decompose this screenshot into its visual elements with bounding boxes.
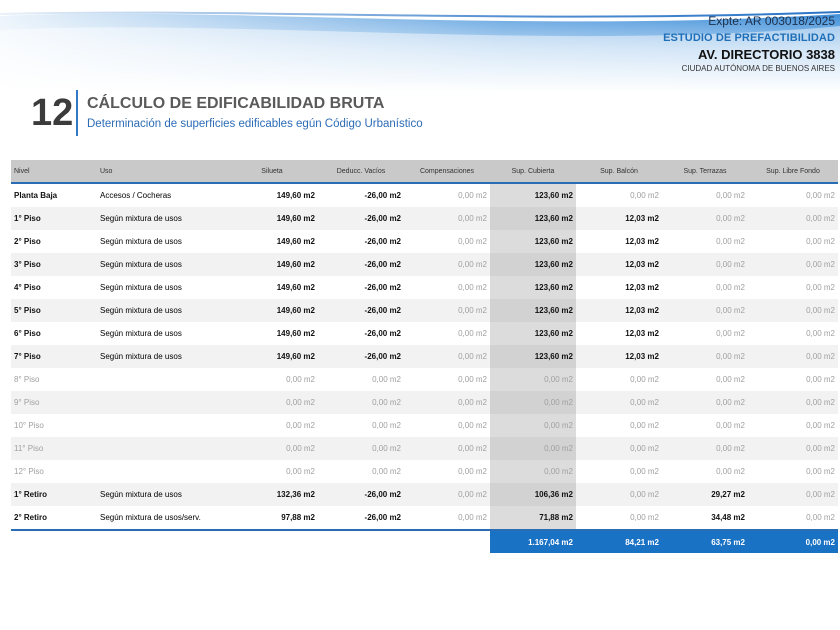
column-header: Sup. Terrazas (662, 160, 748, 183)
cell-compensaciones: 0,00 m2 (404, 506, 490, 530)
cell-sup-libre-fondo: 0,00 m2 (748, 437, 838, 460)
table-row (11, 276, 838, 299)
table-row (11, 391, 838, 414)
cell-sup-balcon: 12,03 m2 (576, 345, 662, 368)
total-sup-balcon: 84,21 m2 (576, 530, 662, 553)
study-type-label: ESTUDIO DE PREFACTIBILIDAD (663, 32, 835, 44)
cell-deducc-vacios: -26,00 m2 (318, 322, 404, 345)
cell-uso: Según mixtura de usos (97, 299, 226, 322)
cell-deducc-vacios: -26,00 m2 (318, 483, 404, 506)
cell-sup-libre-fondo: 0,00 m2 (748, 299, 838, 322)
cell-sup-libre-fondo: 0,00 m2 (748, 506, 838, 530)
cell-sup-cubierta: 123,60 m2 (490, 276, 576, 299)
table-row (11, 183, 838, 207)
cell-compensaciones: 0,00 m2 (404, 183, 490, 207)
cell-compensaciones: 0,00 m2 (404, 299, 490, 322)
cell-silueta: 97,88 m2 (226, 506, 318, 530)
cell-uso: Según mixtura de usos (97, 322, 226, 345)
cell-sup-libre-fondo: 0,00 m2 (748, 460, 838, 483)
cell-sup-terrazas: 0,00 m2 (662, 299, 748, 322)
cell-silueta: 0,00 m2 (226, 460, 318, 483)
cell-sup-balcon: 0,00 m2 (576, 368, 662, 391)
cell-sup-cubierta: 123,60 m2 (490, 230, 576, 253)
total-sup-terrazas: 63,75 m2 (662, 530, 748, 553)
cell-deducc-vacios: 0,00 m2 (318, 437, 404, 460)
cell-nivel: 5° Piso (11, 299, 97, 322)
cell-sup-balcon: 0,00 m2 (576, 460, 662, 483)
cell-uso: Según mixtura de usos (97, 207, 226, 230)
section-divider (76, 90, 78, 136)
totals-spacer (11, 530, 97, 553)
cell-sup-terrazas: 0,00 m2 (662, 414, 748, 437)
cell-nivel: 6° Piso (11, 322, 97, 345)
cell-sup-cubierta: 0,00 m2 (490, 437, 576, 460)
cell-compensaciones: 0,00 m2 (404, 368, 490, 391)
table-row (11, 230, 838, 253)
cell-sup-libre-fondo: 0,00 m2 (748, 207, 838, 230)
cell-deducc-vacios: -26,00 m2 (318, 230, 404, 253)
cell-sup-terrazas: 29,27 m2 (662, 483, 748, 506)
cell-sup-balcon: 12,03 m2 (576, 230, 662, 253)
section-title: CÁLCULO DE EDIFICABILIDAD BRUTA (87, 95, 385, 112)
cell-sup-cubierta: 0,00 m2 (490, 391, 576, 414)
cell-uso (97, 460, 226, 483)
cell-sup-cubierta: 123,60 m2 (490, 322, 576, 345)
cell-compensaciones: 0,00 m2 (404, 230, 490, 253)
cell-silueta: 149,60 m2 (226, 345, 318, 368)
cell-compensaciones: 0,00 m2 (404, 391, 490, 414)
cell-sup-cubierta: 0,00 m2 (490, 414, 576, 437)
column-header: Sup. Balcón (576, 160, 662, 183)
column-header: Nivel (11, 160, 97, 183)
cell-nivel: 1° Retiro (11, 483, 97, 506)
column-header: Uso (97, 160, 226, 183)
cell-deducc-vacios: -26,00 m2 (318, 276, 404, 299)
table-row (11, 345, 838, 368)
cell-sup-terrazas: 0,00 m2 (662, 460, 748, 483)
cell-deducc-vacios: -26,00 m2 (318, 207, 404, 230)
cell-sup-terrazas: 0,00 m2 (662, 391, 748, 414)
section-number: 12 (31, 92, 74, 134)
column-header: Silueta (226, 160, 318, 183)
table-header-row (11, 160, 838, 183)
edificabilidad-table (11, 160, 838, 553)
cell-sup-libre-fondo: 0,00 m2 (748, 391, 838, 414)
cell-nivel: 11° Piso (11, 437, 97, 460)
cell-silueta: 149,60 m2 (226, 276, 318, 299)
table-row (11, 207, 838, 230)
table-row (11, 437, 838, 460)
totals-spacer (404, 530, 490, 553)
cell-sup-balcon: 0,00 m2 (576, 391, 662, 414)
cell-deducc-vacios: 0,00 m2 (318, 391, 404, 414)
column-header: Sup. Cubierta (490, 160, 576, 183)
cell-uso (97, 391, 226, 414)
cell-silueta: 0,00 m2 (226, 414, 318, 437)
cell-compensaciones: 0,00 m2 (404, 207, 490, 230)
cell-sup-terrazas: 0,00 m2 (662, 345, 748, 368)
cell-silueta: 149,60 m2 (226, 183, 318, 207)
cell-compensaciones: 0,00 m2 (404, 483, 490, 506)
table-row (11, 368, 838, 391)
table-body (11, 183, 838, 553)
cell-deducc-vacios: -26,00 m2 (318, 506, 404, 530)
cell-nivel: 2° Retiro (11, 506, 97, 530)
cell-sup-cubierta: 123,60 m2 (490, 253, 576, 276)
cell-sup-terrazas: 0,00 m2 (662, 253, 748, 276)
cell-deducc-vacios: 0,00 m2 (318, 414, 404, 437)
cell-sup-cubierta: 123,60 m2 (490, 207, 576, 230)
cell-nivel: 1° Piso (11, 207, 97, 230)
column-header: Deducc. Vacíos (318, 160, 404, 183)
cell-sup-libre-fondo: 0,00 m2 (748, 483, 838, 506)
cell-nivel: 9° Piso (11, 391, 97, 414)
cell-uso (97, 414, 226, 437)
cell-sup-libre-fondo: 0,00 m2 (748, 322, 838, 345)
cell-silueta: 149,60 m2 (226, 299, 318, 322)
cell-sup-terrazas: 0,00 m2 (662, 437, 748, 460)
cell-deducc-vacios: 0,00 m2 (318, 368, 404, 391)
cell-sup-cubierta: 123,60 m2 (490, 299, 576, 322)
cell-uso (97, 368, 226, 391)
cell-sup-cubierta: 106,36 m2 (490, 483, 576, 506)
cell-sup-balcon: 12,03 m2 (576, 207, 662, 230)
cell-sup-terrazas: 0,00 m2 (662, 183, 748, 207)
cell-silueta: 0,00 m2 (226, 391, 318, 414)
cell-sup-libre-fondo: 0,00 m2 (748, 345, 838, 368)
cell-sup-cubierta: 123,60 m2 (490, 345, 576, 368)
cell-sup-balcon: 0,00 m2 (576, 183, 662, 207)
cell-uso: Según mixtura de usos (97, 230, 226, 253)
cell-compensaciones: 0,00 m2 (404, 460, 490, 483)
table-row (11, 506, 838, 530)
table-row (11, 460, 838, 483)
cell-sup-balcon: 12,03 m2 (576, 276, 662, 299)
cell-nivel: Planta Baja (11, 183, 97, 207)
cell-nivel: 4° Piso (11, 276, 97, 299)
cell-sup-cubierta: 0,00 m2 (490, 460, 576, 483)
table-row (11, 253, 838, 276)
cell-sup-libre-fondo: 0,00 m2 (748, 414, 838, 437)
cell-silueta: 132,36 m2 (226, 483, 318, 506)
cell-compensaciones: 0,00 m2 (404, 322, 490, 345)
cell-silueta: 149,60 m2 (226, 322, 318, 345)
cell-sup-balcon: 12,03 m2 (576, 253, 662, 276)
table-row (11, 483, 838, 506)
cell-sup-terrazas: 0,00 m2 (662, 230, 748, 253)
cell-compensaciones: 0,00 m2 (404, 437, 490, 460)
cell-sup-terrazas: 0,00 m2 (662, 207, 748, 230)
expediente-number: Expte: AR 003018/2025 (708, 14, 835, 28)
cell-compensaciones: 0,00 m2 (404, 253, 490, 276)
cell-compensaciones: 0,00 m2 (404, 345, 490, 368)
cell-sup-cubierta: 123,60 m2 (490, 183, 576, 207)
cell-deducc-vacios: -26,00 m2 (318, 345, 404, 368)
cell-silueta: 0,00 m2 (226, 368, 318, 391)
table-row (11, 322, 838, 345)
column-header: Sup. Libre Fondo (748, 160, 838, 183)
cell-sup-libre-fondo: 0,00 m2 (748, 276, 838, 299)
cell-silueta: 149,60 m2 (226, 230, 318, 253)
cell-sup-libre-fondo: 0,00 m2 (748, 183, 838, 207)
cell-uso: Según mixtura de usos (97, 276, 226, 299)
cell-deducc-vacios: 0,00 m2 (318, 460, 404, 483)
cell-sup-terrazas: 0,00 m2 (662, 368, 748, 391)
cell-silueta: 149,60 m2 (226, 253, 318, 276)
totals-spacer (226, 530, 318, 553)
cell-nivel: 10° Piso (11, 414, 97, 437)
cell-uso: Según mixtura de usos (97, 483, 226, 506)
table-row (11, 299, 838, 322)
cell-sup-balcon: 12,03 m2 (576, 299, 662, 322)
section-subtitle: Determinación de superficies edificables egún Código Urbanístico (87, 118, 423, 130)
cell-sup-balcon: 0,00 m2 (576, 437, 662, 460)
total-sup-libre-fondo: 0,00 m2 (748, 530, 838, 553)
table-row (11, 414, 838, 437)
total-sup-cubierta: 1.167,04 m2 (490, 530, 576, 553)
cell-compensaciones: 0,00 m2 (404, 414, 490, 437)
cell-compensaciones: 0,00 m2 (404, 276, 490, 299)
cell-sup-balcon: 0,00 m2 (576, 414, 662, 437)
cell-nivel: 2° Piso (11, 230, 97, 253)
cell-deducc-vacios: -26,00 m2 (318, 183, 404, 207)
cell-nivel: 12° Piso (11, 460, 97, 483)
cell-uso: Accesos / Cocheras (97, 183, 226, 207)
cell-uso: Según mixtura de usos (97, 345, 226, 368)
cell-sup-libre-fondo: 0,00 m2 (748, 368, 838, 391)
cell-sup-libre-fondo: 0,00 m2 (748, 230, 838, 253)
cell-sup-balcon: 0,00 m2 (576, 483, 662, 506)
totals-spacer (97, 530, 226, 553)
cell-nivel: 3° Piso (11, 253, 97, 276)
cell-sup-libre-fondo: 0,00 m2 (748, 253, 838, 276)
cell-sup-balcon: 12,03 m2 (576, 322, 662, 345)
cell-sup-cubierta: 0,00 m2 (490, 368, 576, 391)
cell-nivel: 8° Piso (11, 368, 97, 391)
project-city: CIUDAD AUTÓNOMA DE BUENOS AIRES (681, 64, 835, 73)
cell-sup-balcon: 0,00 m2 (576, 506, 662, 530)
cell-sup-terrazas: 0,00 m2 (662, 276, 748, 299)
cell-sup-terrazas: 0,00 m2 (662, 322, 748, 345)
column-header: Compensaciones (404, 160, 490, 183)
totals-spacer (318, 530, 404, 553)
cell-sup-terrazas: 34,48 m2 (662, 506, 748, 530)
cell-uso: Según mixtura de usos/serv. (97, 506, 226, 530)
cell-uso: Según mixtura de usos (97, 253, 226, 276)
cell-sup-cubierta: 71,88 m2 (490, 506, 576, 530)
cell-silueta: 149,60 m2 (226, 207, 318, 230)
totals-row (11, 530, 838, 553)
cell-silueta: 0,00 m2 (226, 437, 318, 460)
cell-deducc-vacios: -26,00 m2 (318, 299, 404, 322)
cell-uso (97, 437, 226, 460)
cell-deducc-vacios: -26,00 m2 (318, 253, 404, 276)
project-address: AV. DIRECTORIO 3838 (697, 47, 835, 62)
cell-nivel: 7° Piso (11, 345, 97, 368)
